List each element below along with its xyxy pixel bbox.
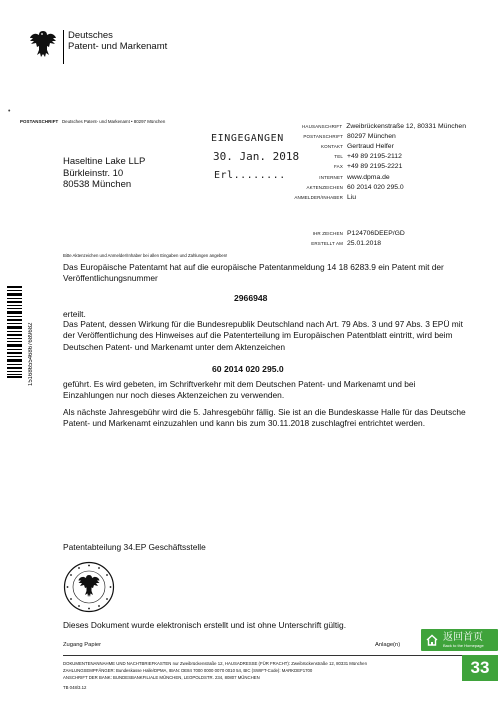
reference-info-block — [226, 228, 466, 248]
info-row — [226, 131, 466, 141]
home-button-text — [443, 632, 484, 648]
body-paragraph-3: Das Patent, dessen Wirkung für die Bundesrepublik Deutschland nach Art. 79 Abs. 3 und 97 Abs. 3 EPÜ mit der Veröffentlichung des Hinweises auf die Patenterteilung im Europäischen Patentblatt eintritt, wird beim Deutschen Patent- und Markenamt unter dem Aktenzeichen — [63, 319, 463, 352]
recipient-line2: Bürkleinstr. 10 — [63, 167, 124, 179]
org-name-line2: Patent- und Markenamt — [68, 41, 168, 52]
info-key: POSTANSCHRIFT — [303, 133, 343, 139]
margin-dot: • — [8, 108, 11, 115]
info-key: ANMELDER/INHABER — [294, 194, 343, 200]
body-paragraph-1: Das Europäische Patentamt hat auf die europäische Patentanmeldung 14 18 6283.9 ein Patent mit der Veröffentlichungsnummer — [63, 262, 444, 284]
received-stamp-erl: Erl........ — [214, 170, 286, 181]
barcode-number: 1516865546867689682 — [28, 322, 34, 386]
info-value: 80297 München — [347, 132, 396, 140]
department-name: Patentabteilung 34.EP Geschäftsstelle — [63, 542, 206, 552]
info-row — [226, 182, 466, 192]
info-key: ERSTELLT AM — [311, 240, 343, 246]
received-stamp-date: 30. Jan. 2018 — [213, 150, 300, 163]
info-row — [226, 192, 466, 202]
footer-line-3: ANSCHRIFT DER BANK: BUNDESBANKFILIALE MÜNCHEN, LEOPOLDSTR. 234, 80807 MÜNCHEN — [63, 675, 260, 680]
recipient-line3: 80538 München — [63, 179, 132, 190]
return-address-label: POSTANSCHRIFT — [20, 119, 59, 124]
info-value: 25.01.2018 — [347, 239, 382, 247]
file-number: 60 2014 020 295.0 — [212, 364, 284, 374]
info-row — [226, 152, 466, 162]
official-seal-icon — [63, 561, 115, 613]
info-value: P124706DEEP/GD — [347, 229, 405, 237]
body-paragraph-4: geführt. Es wird gebeten, im Schriftverkehr mit dem Deutschen Patent- und Markenamt und bei Einzahlungen nur noch dieses Aktenzeichen zu verwenden. — [63, 379, 416, 401]
received-stamp-title: EINGEGANGEN — [211, 133, 284, 144]
received-stamp-erl-label: Erl — [214, 170, 234, 181]
info-key: HAUSANSCHRIFT — [302, 123, 343, 129]
info-value: www.dpma.de — [347, 173, 390, 181]
info-row — [226, 238, 466, 248]
return-address — [20, 119, 165, 125]
org-name-line1: Deutsches — [68, 30, 113, 41]
publication-number: 2966948 — [234, 293, 268, 303]
recipient-line1: Haseltine Lake LLP — [63, 156, 146, 167]
logo-divider — [63, 30, 64, 64]
recipient-address — [63, 156, 145, 191]
home-button-label: 返回首页 — [443, 632, 483, 643]
contact-info-block — [226, 121, 466, 203]
info-value: +49 89 2195-2221 — [347, 163, 403, 171]
info-key: AKTENZEICHEN — [306, 184, 343, 190]
back-to-homepage-button[interactable] — [421, 629, 498, 651]
home-button-sublabel: Back to the Homepage — [443, 643, 484, 648]
info-row — [226, 228, 466, 238]
page-number-badge: 33 — [462, 655, 498, 681]
federal-eagle-logo-icon — [28, 28, 58, 62]
info-value: +49 89 2195-2112 — [347, 153, 402, 161]
delivery-method: Zugang Papier — [63, 642, 102, 648]
footer-line-1: DOKUMENTENANNAHME UND NACHTBRIEFKASTEN nur Zweibrückenstraße 12, HAUSADRESSE (FÜR FRACHT): Zweibrückenstraße 12, 80331 München — [63, 661, 367, 666]
electronic-notice: Dieses Dokument wurde elektronisch erstellt und ist ohne Unterschrift gültig. — [63, 620, 347, 630]
info-row — [226, 141, 466, 151]
info-key: TEL — [334, 154, 343, 160]
body-paragraph-2: erteilt. — [63, 309, 86, 319]
info-key: FAX — [334, 164, 343, 170]
info-value: Gertraud Helfer — [347, 142, 394, 150]
info-value: 60 2014 020 295.0 — [347, 183, 404, 191]
attachments-label: Anlage(n) — [375, 642, 401, 648]
info-row — [226, 121, 466, 131]
info-row — [226, 162, 466, 172]
footer-divider — [63, 655, 465, 656]
home-icon — [425, 633, 439, 647]
reference-note: Bitte Aktenzeichen und Anmelder/Inhaber bei allen Eingaben und Zahlungen angeben! — [63, 253, 228, 258]
info-key: INTERNET — [319, 174, 343, 180]
info-value: Zweibrückenstraße 12, 80331 München — [346, 122, 466, 130]
info-value: Liu — [347, 193, 357, 201]
info-key: KONTAKT — [321, 143, 343, 149]
form-number: TB 048/3.12 — [63, 685, 87, 690]
return-address-text: Deutsches Patent- und Markenamt • 80297 München — [61, 119, 166, 124]
barcode-icon — [7, 286, 22, 378]
footer-line-2: ZAHLUNGSEMPFÄNGER: Bundeskasse Halle/DPMA, IBAN: DE84 7000 0000 0070 0010 54, BIC (SWIFT-Code): MARKDEF1700 — [63, 668, 313, 673]
info-key: IHR ZEICHEN — [312, 230, 343, 236]
info-row — [226, 172, 466, 182]
body-paragraph-5: Als nächste Jahresgebühr wird die 5. Jahresgebühr fällig. Sie ist an die Bundeskasse Halle für das Deutsche Patent- und Markenamt einzuzahlen und kann bis zum 30.11.2018 zuschlagfrei entrichtet werden. — [63, 407, 466, 429]
